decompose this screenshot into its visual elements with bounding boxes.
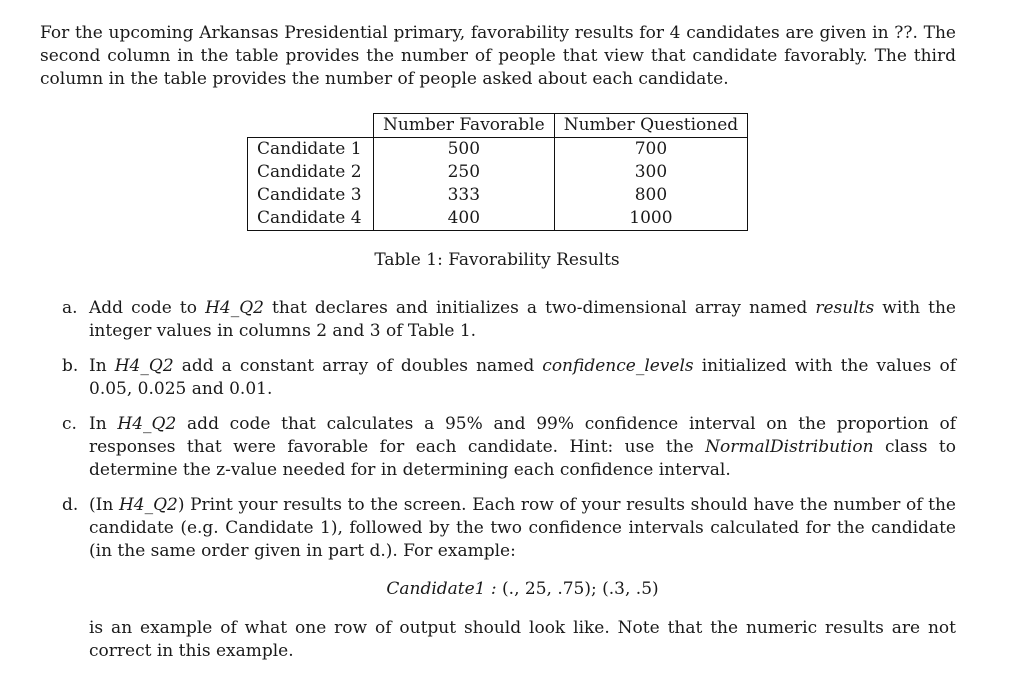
table-cell-candidate: Candidate 4 (248, 207, 374, 231)
task-text: is an example of what one row of output should look like. Note that the numeric results are not correct in this example. (89, 618, 956, 661)
code-name: H4_Q2 (114, 356, 174, 376)
table-cell-favorable: 333 (374, 184, 555, 207)
example-output (89, 578, 956, 601)
task-text: that declares and initializes a two-dimensional array named (263, 298, 816, 318)
class-name: NormalDistribution (705, 437, 874, 457)
task-item-a (62, 297, 956, 343)
task-marker: d. (62, 495, 79, 515)
task-list (62, 297, 956, 663)
table-cell-candidate: Candidate 2 (248, 161, 374, 184)
task-text: add a constant array of doubles named (173, 356, 543, 376)
table-cell-questioned: 800 (554, 184, 747, 207)
task-text: class to determine the z-value needed for in determining each confidence interval. (89, 437, 956, 480)
task-item-b (62, 355, 956, 401)
task-item-c (62, 413, 956, 482)
task-text: with the integer values in columns 2 and 3 of Table 1. (89, 298, 956, 341)
table-cell-favorable: 400 (374, 207, 555, 231)
table-cell-candidate: Candidate 1 (248, 138, 374, 162)
example-label: Candidate1 : (386, 579, 497, 599)
table-row (248, 184, 748, 207)
table-cell-favorable: 500 (374, 138, 555, 162)
task-text: Add code to (89, 298, 206, 318)
task-text: ) Print your results to the screen. Each row of your results should have the number of the candidate (e.g. Candidate 1), followed by the two confidence intervals calculated for the candidate (in the same order given in part d.). For example: (89, 495, 956, 561)
favorability-table (247, 113, 748, 231)
table-header-blank (248, 114, 374, 138)
task-item-d (62, 494, 956, 663)
favorability-table-wrap (247, 113, 748, 231)
table-cell-questioned: 1000 (554, 207, 747, 231)
table-header-questioned: Number Questioned (554, 114, 747, 138)
code-name: H4_Q2 (117, 414, 177, 434)
task-text: initialized with the values of 0.05, 0.025 and 0.01. (89, 356, 956, 399)
table-header-row (248, 114, 748, 138)
task-marker: b. (62, 356, 79, 376)
task-text: (In (89, 495, 119, 515)
code-name: H4_Q2 (118, 495, 178, 515)
table-row (248, 138, 748, 162)
variable-name: confidence_levels (542, 356, 694, 376)
task-text: In (89, 356, 115, 376)
variable-name: results (815, 298, 875, 318)
table-cell-favorable: 250 (374, 161, 555, 184)
task-text: add code that calculates a 95% and 99% confidence interval on the proportion of responses that were favorable for each candidate. Hint: use the (89, 414, 956, 457)
example-value: (., 25, .75); (.3, .5) (496, 579, 659, 599)
table-cell-questioned: 300 (554, 161, 747, 184)
table-cell-questioned: 700 (554, 138, 747, 162)
table-cell-candidate: Candidate 3 (248, 184, 374, 207)
table-header-favorable: Number Favorable (374, 114, 555, 138)
table-caption: Table 1: Favorability Results (374, 250, 620, 270)
task-text: In (89, 414, 118, 434)
code-name: H4_Q2 (205, 298, 264, 318)
intro-paragraph: For the upcoming Arkansas Presidential primary, favorability results for 4 candidates are given in ??. The second column in the table provides the number of people that view that candidate favorably. The third column in the table provides the number of people asked about each candidate. (40, 23, 956, 89)
task-marker: a. (62, 298, 78, 318)
table-row (248, 161, 748, 184)
task-marker: c. (62, 414, 77, 434)
table-row (248, 207, 748, 231)
